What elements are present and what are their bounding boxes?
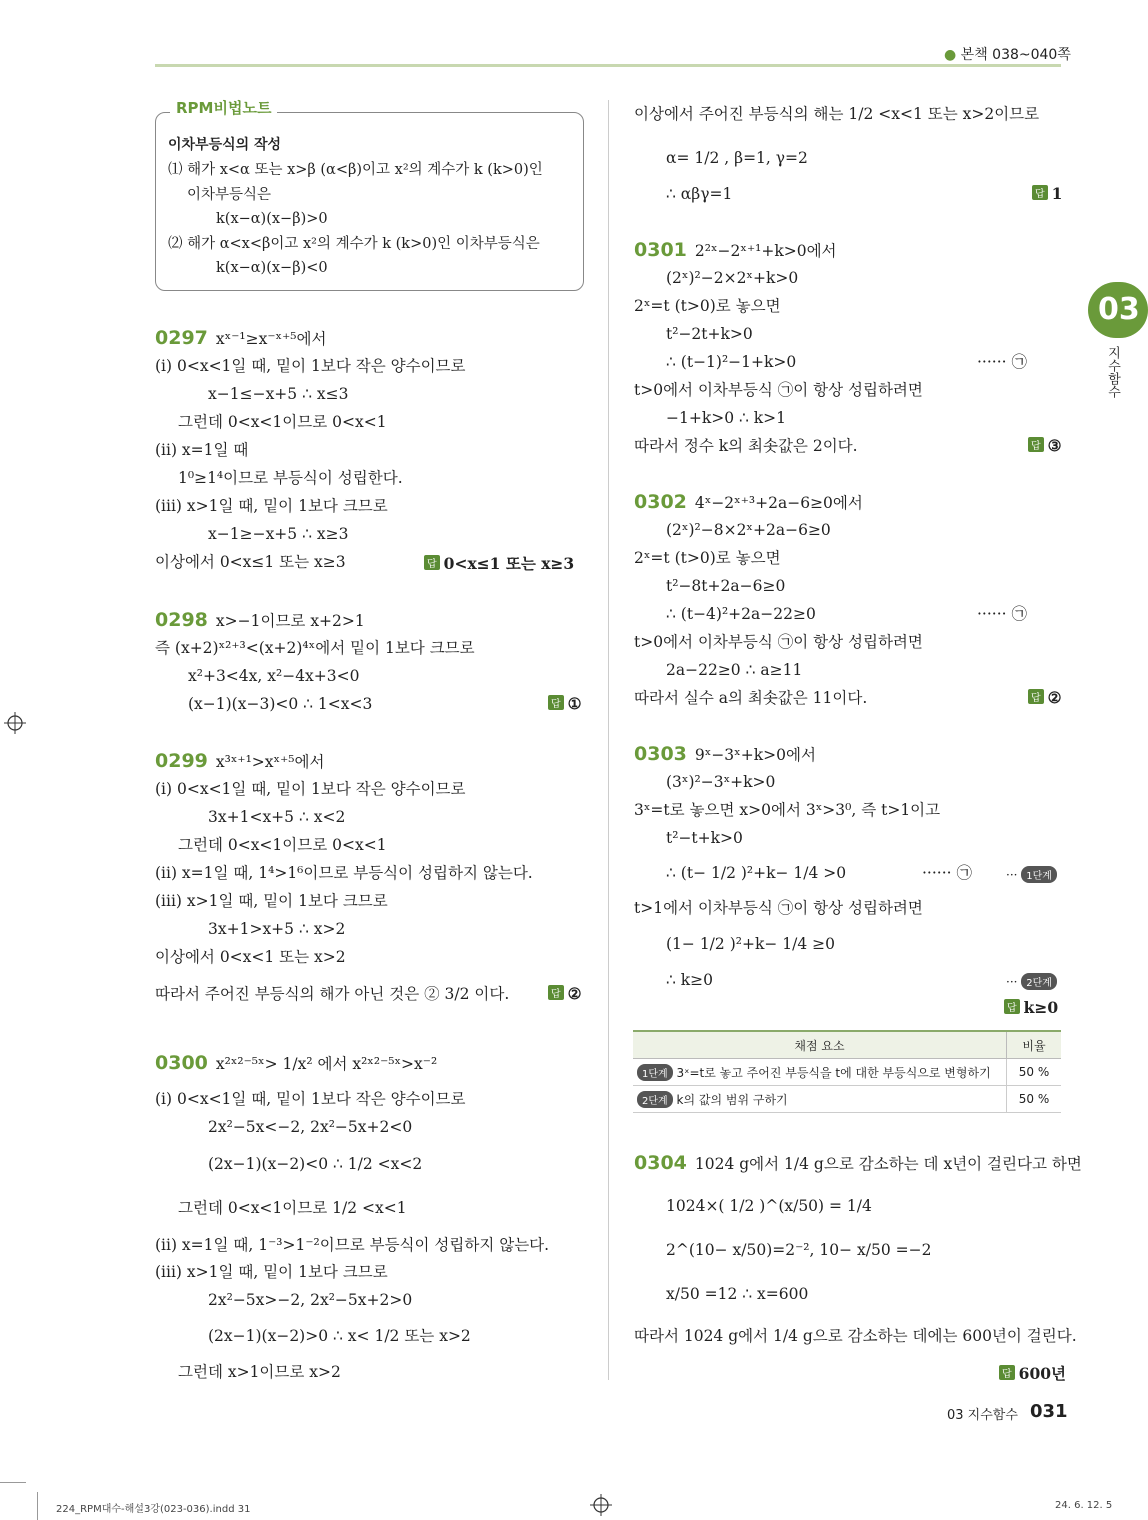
solution-line: ∴ (t− 1/2 )²+k− 1/4 >0 xyxy=(666,864,847,882)
solution-line: 2x²−5x<−2, 2x²−5x+2<0 xyxy=(208,1118,413,1136)
note-line: 이차부등식은 xyxy=(187,187,272,203)
equation-mark: ······ ㉠ xyxy=(977,605,1027,623)
solution-line: (iii) x>1일 때, 밑이 1보다 크므로 xyxy=(155,497,388,515)
solution-line: 2a−22≥0 ∴ a≥11 xyxy=(666,661,803,679)
solution-line: 그런데 0<x<1이므로 0<x<1 xyxy=(178,413,387,431)
solution-line: (ii) x=1일 때, 1⁴>1⁶이므로 부등식이 성립하지 않는다. xyxy=(155,864,533,882)
solution-line: 3x+1>x+5 ∴ x>2 xyxy=(208,920,346,938)
problem-0302-title: 0302 4ˣ−2ˣ⁺³+2a−6≥0에서 xyxy=(634,491,863,513)
solution-line: (2ˣ)²−2×2ˣ+k>0 xyxy=(666,269,799,287)
solution-line: (3ˣ)²−3ˣ+k>0 xyxy=(666,773,776,791)
note-line: k(x−α)(x−β)>0 xyxy=(216,211,328,227)
problem-0298-title: 0298 x>−1이므로 x+2>1 xyxy=(155,609,365,631)
solution-line: (ii) x=1일 때, 1⁻³>1⁻²이므로 부등식이 성립하지 않는다. xyxy=(155,1236,550,1254)
page-number: 031 xyxy=(1030,1401,1068,1422)
note-heading: 이차부등식의 작성 xyxy=(168,137,282,153)
solution-line: (i) 0<x<1일 때, 밑이 1보다 작은 양수이므로 xyxy=(155,780,466,798)
problem-0301-title: 0301 2²ˣ−2ˣ⁺¹+k>0에서 xyxy=(634,239,837,261)
solution-line: 즉 (x+2)ˣ²⁺³<(x+2)⁴ˣ에서 밑이 1보다 크므로 xyxy=(155,639,475,657)
equation-mark: ······ ㉠ xyxy=(922,864,972,882)
table-header: 채점 요소 xyxy=(633,1031,1007,1059)
header-title: 본책 038~040쪽 xyxy=(960,47,1071,63)
rpm-note-logo: RPM비법노트 xyxy=(170,97,277,118)
solution-line: (iii) x>1일 때, 밑이 1보다 크므로 xyxy=(155,1263,388,1281)
page-range-header xyxy=(944,44,1071,64)
column-divider xyxy=(608,100,609,1380)
crop-mark xyxy=(37,1492,38,1520)
footer-chapter: 03 지수함수 xyxy=(947,1408,1018,1423)
bullet-icon: ● xyxy=(944,47,957,63)
solution-line: α= 1/2 , β=1, γ=2 xyxy=(666,149,808,167)
solution-line: t>1에서 이차부등식 ㉠이 항상 성립하려면 xyxy=(634,899,923,917)
note-line: ⑵ 해가 α<x<β이고 x²의 계수가 k (k>0)인 이차부등식은 xyxy=(168,236,540,252)
problem-0304-title: 0304 1024 g에서 1/4 g으로 감소하는 데 x년이 걸린다고 하면 xyxy=(634,1152,1082,1174)
answer-0297: 답 0<x≤1 또는 x≥3 xyxy=(424,552,574,574)
solution-line: 2ˣ=t (t>0)로 놓으면 xyxy=(634,549,781,567)
step2-marker: ··· 2단계 xyxy=(1006,971,1057,990)
solution-line: 이상에서 0<x≤1 또는 x≥3 xyxy=(155,553,346,571)
solution-line: ∴ (t−4)²+2a−22≥0 xyxy=(666,605,816,623)
answer-0301: 답 ③ xyxy=(1028,436,1062,455)
solution-line: t>0에서 이차부등식 ㉠이 항상 성립하려면 xyxy=(634,381,923,399)
solution-line: x/50 =12 ∴ x=600 xyxy=(666,1285,809,1303)
chapter-tab: 03 xyxy=(1088,282,1148,338)
solution-line: 3ˣ=t로 놓으면 x>0에서 3ˣ>3⁰, 즉 t>1이고 xyxy=(634,801,941,819)
solution-line: 그런데 0<x<1이므로 0<x<1 xyxy=(178,836,387,854)
solution-line: 이상에서 주어진 부등식의 해는 1/2 <x<1 또는 x>2이므로 xyxy=(634,105,1040,123)
solution-line: x−1≥−x+5 ∴ x≥3 xyxy=(208,525,349,543)
note-line: k(x−α)(x−β)<0 xyxy=(216,260,328,276)
answer-0300: 답 1 xyxy=(1032,184,1062,203)
solution-line: 2^(10− x/50)=2⁻², 10− x/50 =−2 xyxy=(666,1241,932,1259)
solution-line: 따라서 정수 k의 최솟값은 2이다. xyxy=(634,437,858,455)
solution-line: ∴ (t−1)²−1+k>0 xyxy=(666,353,797,371)
header-rule xyxy=(155,64,1061,67)
scoring-table xyxy=(633,1030,1061,1113)
solution-line: (2ˣ)²−8×2ˣ+2a−6≥0 xyxy=(666,521,831,539)
solution-line: ∴ k≥0 xyxy=(666,971,714,989)
solution-line: 2x²−5x>−2, 2x²−5x+2>0 xyxy=(208,1291,413,1309)
registration-mark-icon xyxy=(4,712,26,734)
solution-line: 따라서 주어진 부등식의 해가 아닌 것은 ② 3/2 이다. xyxy=(155,985,510,1003)
step1-marker: ··· 1단계 xyxy=(1006,864,1057,883)
solution-line: x²+3<4x, x²−4x+3<0 xyxy=(188,667,360,685)
solution-line: (2x−1)(x−2)>0 ∴ x< 1/2 또는 x>2 xyxy=(208,1327,471,1345)
solution-line: 그런데 x>1이므로 x>2 xyxy=(178,1363,341,1381)
chapter-title: 지수함수 xyxy=(1105,346,1120,398)
solution-line: 1024×( 1/2 )^(x/50) = 1/4 xyxy=(666,1197,872,1215)
solution-line: (x−1)(x−3)<0 ∴ 1<x<3 xyxy=(188,695,373,713)
solution-line: (i) 0<x<1일 때, 밑이 1보다 작은 양수이므로 xyxy=(155,357,466,375)
solution-line: t²−t+k>0 xyxy=(666,829,743,847)
solution-line: −1+k>0 ∴ k>1 xyxy=(666,409,787,427)
answer-0302: 답 ② xyxy=(1028,688,1062,707)
solution-line: (2x−1)(x−2)<0 ∴ 1/2 <x<2 xyxy=(208,1155,423,1173)
solution-line: 이상에서 0<x<1 또는 x>2 xyxy=(155,948,346,966)
equation-mark: ······ ㉠ xyxy=(977,353,1027,371)
solution-line: (i) 0<x<1일 때, 밑이 1보다 작은 양수이므로 xyxy=(155,1090,466,1108)
problem-0303-title: 0303 9ˣ−3ˣ+k>0에서 xyxy=(634,743,816,765)
solution-line: t²−2t+k>0 xyxy=(666,325,753,343)
solution-line: 3x+1<x+5 ∴ x<2 xyxy=(208,808,346,826)
crop-mark xyxy=(0,1482,26,1483)
solution-line: 그런데 0<x<1이므로 1/2 <x<1 xyxy=(178,1199,407,1217)
answer-0298: 답 ① xyxy=(548,694,582,713)
solution-line: x−1≤−x+5 ∴ x≤3 xyxy=(208,385,349,403)
answer-0299: 답 ② xyxy=(548,984,582,1003)
table-row: 1단계 3ˣ=t로 놓고 주어진 부등식을 t에 대한 부등식으로 변형하기 50 % xyxy=(633,1059,1061,1086)
footer-filename: 224_RPM대수-해설3강(023-036).indd 31 xyxy=(56,1504,251,1515)
solution-line: t>0에서 이차부등식 ㉠이 항상 성립하려면 xyxy=(634,633,923,651)
solution-line: 2ˣ=t (t>0)로 놓으면 xyxy=(634,297,781,315)
problem-0300-title: 0300 x²ˣ²⁻⁵ˣ> 1/x² 에서 x²ˣ²⁻⁵ˣ>x⁻² xyxy=(155,1052,438,1074)
answer-0304: 답 600년 xyxy=(999,1362,1066,1384)
solution-line: (1− 1/2 )²+k− 1/4 ≥0 xyxy=(666,935,835,953)
footer-date: 24. 6. 12. 5 xyxy=(1055,1500,1113,1511)
solution-line: t²−8t+2a−6≥0 xyxy=(666,577,786,595)
answer-0303: 답 k≥0 xyxy=(1004,998,1058,1017)
solution-line: ∴ αβγ=1 xyxy=(666,185,733,203)
table-row: 2단계 k의 값의 범위 구하기 50 % xyxy=(633,1086,1061,1113)
note-line: ⑴ 해가 x<α 또는 x>β (α<β)이고 x²의 계수가 k (k>0)인 xyxy=(168,162,543,178)
solution-line: 1⁰≥1⁴이므로 부등식이 성립한다. xyxy=(178,469,403,487)
solution-line: 따라서 1024 g에서 1/4 g으로 감소하는 데에는 600년이 걸린다. xyxy=(634,1327,1077,1345)
solution-line: (ii) x=1일 때 xyxy=(155,441,249,459)
registration-mark-icon xyxy=(590,1494,612,1516)
problem-0299-title: 0299 x³ˣ⁺¹>xˣ⁺⁵에서 xyxy=(155,750,325,772)
table-header: 비율 xyxy=(1007,1031,1062,1059)
solution-line: 따라서 실수 a의 최솟값은 11이다. xyxy=(634,689,868,707)
problem-0297-title: 0297 xˣ⁻¹≥x⁻ˣ⁺⁵에서 xyxy=(155,327,327,349)
solution-line: (iii) x>1일 때, 밑이 1보다 크므로 xyxy=(155,892,388,910)
